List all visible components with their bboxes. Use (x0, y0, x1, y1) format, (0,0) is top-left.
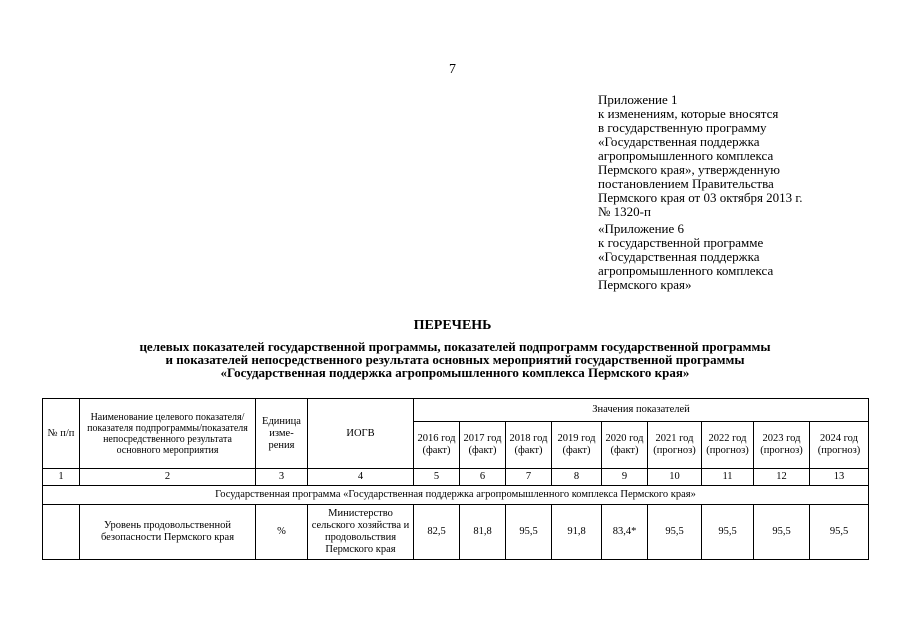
row-value: 95,5 (506, 505, 552, 560)
column-number: 8 (552, 469, 602, 486)
subtitle-line: «Государственная поддержка агропромышленного комплекса Пермского края» (220, 365, 690, 380)
column-number: 12 (754, 469, 810, 486)
appendix-6-note (598, 222, 888, 292)
appendix-line: постановлением Правительства (598, 176, 774, 191)
row-value: 91,8 (552, 505, 602, 560)
header-year: 2024 год (прогноз) (810, 422, 869, 469)
row-value: 82,5 (414, 505, 460, 560)
column-number: 2 (80, 469, 256, 486)
header-year: 2022 год (прогноз) (702, 422, 754, 469)
appendix-line: агропромышленного комплекса (598, 148, 774, 163)
column-number: 10 (648, 469, 702, 486)
column-number: 9 (602, 469, 648, 486)
subtitle-line: и показателей непосредственного результата основных мероприятий государственной программы (165, 352, 745, 367)
table-row (43, 505, 869, 560)
appendix-line: «Государственная поддержка (598, 134, 760, 149)
header-values: Значения показателей (414, 399, 869, 422)
column-number: 13 (810, 469, 869, 486)
appendix-line: Пермского края от 03 октября 2013 г. (598, 190, 803, 205)
page-number: 7 (449, 62, 456, 77)
header-unit: Единица изме-рения (256, 399, 308, 469)
column-number: 5 (414, 469, 460, 486)
subtitle-line: целевых показателей государственной программы, показателей подпрограмм государственной программы (139, 339, 771, 354)
header-year: 2016 год (факт) (414, 422, 460, 469)
section-row (43, 486, 869, 505)
row-value: 83,4* (602, 505, 648, 560)
row-value: 95,5 (810, 505, 869, 560)
appendix-line: № 1320-п (598, 204, 651, 219)
appendix-line: к изменениям, которые вносятся (598, 106, 779, 121)
header-year: 2018 год (факт) (506, 422, 552, 469)
header-num: № п/п (43, 399, 80, 469)
appendix-line: агропромышленного комплекса (598, 263, 774, 278)
column-number: 6 (460, 469, 506, 486)
column-number: 3 (256, 469, 308, 486)
appendix-line: Пермского края», утвержденную (598, 162, 780, 177)
column-number: 11 (702, 469, 754, 486)
document-subtitle (40, 340, 870, 379)
appendix-line: к государственной программе (598, 235, 764, 250)
appendix-line: в государственную программу (598, 120, 767, 135)
header-year: 2023 год (прогноз) (754, 422, 810, 469)
column-number: 1 (43, 469, 80, 486)
appendix-line: Приложение 1 (598, 92, 678, 107)
column-number: 4 (308, 469, 414, 486)
row-unit: % (256, 505, 308, 560)
row-value: 95,5 (648, 505, 702, 560)
appendix-line: «Приложение 6 (598, 221, 685, 236)
header-iogv: ИОГВ (308, 399, 414, 469)
row-value: 81,8 (460, 505, 506, 560)
column-number: 7 (506, 469, 552, 486)
appendix-line: «Государственная поддержка (598, 249, 760, 264)
header-year: 2021 год (прогноз) (648, 422, 702, 469)
row-name: Уровень продовольственной безопасности Пермского края (80, 505, 256, 560)
indicators-table (42, 398, 869, 560)
header-year: 2020 год (факт) (602, 422, 648, 469)
appendix-note (598, 93, 888, 219)
row-value: 95,5 (702, 505, 754, 560)
section-title: Государственная программа «Государственная поддержка агропромышленного комплекса Пермского края» (43, 486, 869, 505)
header-year: 2017 год (факт) (460, 422, 506, 469)
row-value: 95,5 (754, 505, 810, 560)
column-number-row (43, 469, 869, 486)
document-title: ПЕРЕЧЕНЬ (413, 318, 492, 333)
row-iogv: Министерство сельского хозяйства и продовольствия Пермского края (308, 505, 414, 560)
row-num (43, 505, 80, 560)
appendix-line: Пермского края» (598, 277, 692, 292)
header-row (43, 399, 869, 422)
header-name: Наименование целевого показателя/показателя подпрограммы/показателя непосредственного результата основного мероприятия (80, 399, 256, 469)
header-year: 2019 год (факт) (552, 422, 602, 469)
